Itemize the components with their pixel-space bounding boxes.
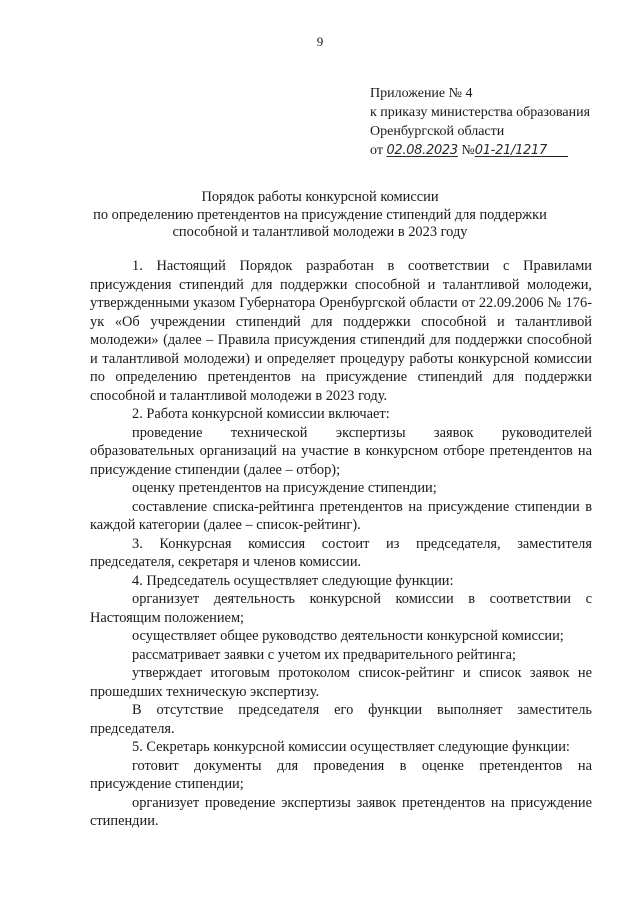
paragraph-4: оценку претендентов на присуждение стипендии; bbox=[132, 480, 437, 496]
paragraph-7: 4. Председатель осуществляет следующие функции: bbox=[132, 572, 454, 589]
document-body bbox=[90, 257, 592, 831]
paragraph-9: осуществляет общее руководство деятельности конкурсной комиссии; bbox=[132, 628, 564, 644]
paragraph-5: составление списка-рейтинга претендентов на присуждение стипендии в каждой категории (далее – список-рейтинг). bbox=[90, 498, 592, 533]
appendix-line-3: Оренбургской области bbox=[370, 124, 505, 139]
paragraph-13: 5. Секретарь конкурсной комиссии осуществляет следующие функции: bbox=[132, 739, 570, 755]
paragraph-14: готовит документы для проведения в оценке претендентов на присуждение стипендии; bbox=[90, 757, 592, 792]
paragraph-2: 2. Работа конкурсной комиссии включает: bbox=[132, 406, 390, 422]
handwritten-date: 02.08.2023 bbox=[386, 143, 458, 158]
appendix-block bbox=[370, 84, 632, 160]
title-line-1: Порядок работы конкурсной комиссии bbox=[201, 189, 439, 205]
paragraph-1: 1. Настоящий Порядок разработан в соответствии с Правилами присуждения стипендий для поддержки способной и талантливой молодежи, утвержденными указом Губернатора Оренбургской области от 22.09.2006 № 176-ук «Об учреждении стипендий для поддержки способной и талантливой молодежи» (далее – Правила присуждения стипендий для поддержки способной и талантливой молодежи) и определяет процедуру работы конкурсной комиссии по определению претендентов на присуждение стипендий для поддержки способной и талантливой молодежи в 2023 году. bbox=[90, 258, 592, 404]
paragraph-15: организует проведение экспертизы заявок претендентов на присуждение стипендии. bbox=[90, 794, 592, 829]
paragraph-11: утверждает итоговым протоколом список-рейтинг и список заявок не прошедших техническую экспертизу. bbox=[90, 665, 592, 700]
appendix-date-line bbox=[370, 141, 632, 160]
date-prefix: от bbox=[370, 143, 383, 158]
paragraph-12: В отсутствие председателя его функции выполняет заместитель председателя. bbox=[90, 702, 592, 737]
paragraph-6: 3. Конкурсная комиссия состоит из председателя, заместителя председателя, секретаря и членов комиссии. bbox=[90, 535, 592, 570]
number-underline-tail bbox=[547, 143, 568, 158]
paragraph-3: проведение технической экспертизы заявок руководителей образовательных организаций на участие в конкурсном отборе претендентов на присуждение стипендии (далее – отбор); bbox=[90, 424, 592, 478]
handwritten-number: 01-21/1217 bbox=[474, 143, 547, 158]
number-sign: № bbox=[461, 143, 475, 158]
document-title bbox=[60, 189, 580, 242]
title-line-3: способной и талантливой молодежи в 2023 году bbox=[172, 224, 468, 240]
appendix-line-2: к приказу министерства образования bbox=[370, 105, 591, 120]
paragraph-8: организует деятельность конкурсной комиссии в соответствии с Настоящим положением; bbox=[90, 591, 592, 626]
appendix-line-1: Приложение № 4 bbox=[370, 86, 473, 101]
title-line-2: по определению претендентов на присуждение стипендий для поддержки bbox=[93, 206, 547, 223]
page-number: 9 bbox=[316, 34, 324, 49]
paragraph-10: рассматривает заявки с учетом их предварительного рейтинга; bbox=[132, 646, 517, 663]
